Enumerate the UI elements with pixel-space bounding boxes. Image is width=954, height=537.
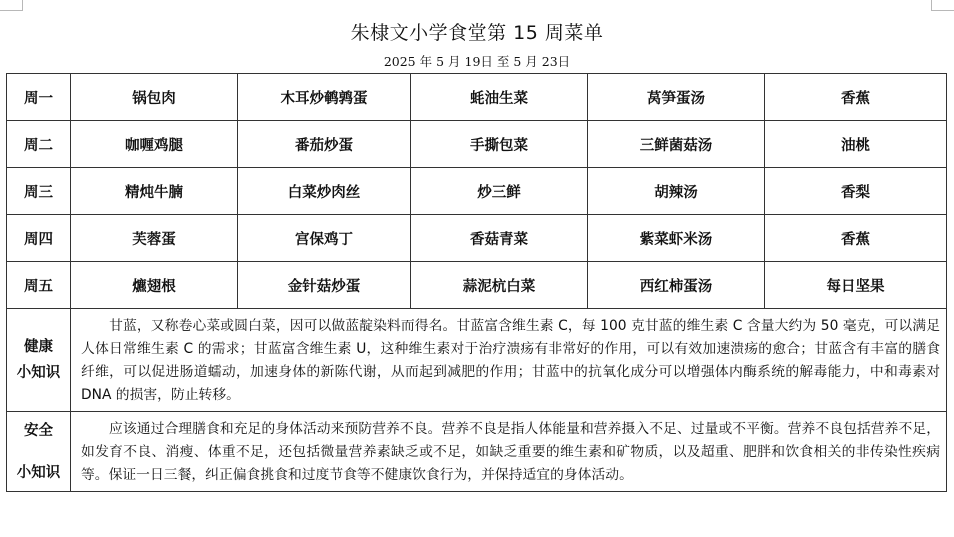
dish-cell: 紫菜虾米汤 bbox=[588, 215, 765, 262]
health-tip-text: 甘蓝，又称卷心菜或圆白菜，因可以做蓝靛染料而得名。甘蓝富含维生素 C，每 100 克甘蓝的维生素 C 含量大约为 50 毫克，可以满足人体日常维生素 C 的需求；甘蓝富含维生素 U，这种维生素对于治疗溃疡有非常好的作用，可以有效加速溃疡的愈合；甘蓝含有丰富的膳食纤维，可以促进肠道蠕动，加速身体的新陈代谢，从而起到减肥的作用；甘蓝中的抗氧化成分可以增强体内酶系统的解毒能力，中和毒素对 DNA 的损害，防止转移。 bbox=[81, 318, 940, 403]
document-title: 朱棣文小学食堂第 15 周菜单 bbox=[350, 22, 604, 44]
dish-cell: 蒜泥杭白菜 bbox=[411, 262, 588, 309]
dish-cell: 香蕉 bbox=[765, 74, 947, 121]
menu-row-monday bbox=[7, 74, 947, 121]
health-tip-row bbox=[7, 309, 947, 412]
dish-cell: 香蕉 bbox=[765, 215, 947, 262]
day-label: 周四 bbox=[7, 215, 71, 262]
menu-row-thursday bbox=[7, 215, 947, 262]
page-corner-mark-right bbox=[931, 0, 954, 11]
dish-cell: 香梨 bbox=[765, 168, 947, 215]
dish-cell: 香菇青菜 bbox=[411, 215, 588, 262]
health-tip-text-cell bbox=[71, 309, 947, 412]
health-tip-label bbox=[7, 309, 71, 412]
dish-cell: 咖喱鸡腿 bbox=[71, 121, 238, 168]
menu-row-wednesday bbox=[7, 168, 947, 215]
safety-tip-label bbox=[7, 412, 71, 492]
safety-tip-label-line1: 安全 bbox=[24, 422, 53, 439]
dish-cell: 金针菇炒蛋 bbox=[238, 262, 411, 309]
menu-row-tuesday bbox=[7, 121, 947, 168]
safety-tip-text: 应该通过合理膳食和充足的身体活动来预防营养不良。营养不良是指人体能量和营养摄入不足、过量或不平衡。营养不良包括营养不足，如发育不良、消瘦、体重不足，还包括微量营养素缺乏或不足，如缺乏重要的维生素和矿物质，以及超重、肥胖和饮食相关的非传染性疾病等。保证一日三餐，纠正偏食挑食和过度节食等不健康饮食行为，并保持适宜的身体活动。 bbox=[81, 421, 940, 483]
date-range: 2025 年 5 月 19日 至 5 月 23日 bbox=[383, 54, 571, 69]
safety-tip-row bbox=[7, 412, 947, 492]
day-label: 周三 bbox=[7, 168, 71, 215]
day-label: 周二 bbox=[7, 121, 71, 168]
dish-cell: 蚝油生菜 bbox=[411, 74, 588, 121]
page-corner-mark-left bbox=[0, 0, 23, 11]
dish-cell: 宫保鸡丁 bbox=[238, 215, 411, 262]
dish-cell: 锅包肉 bbox=[71, 74, 238, 121]
dish-cell: 番茄炒蛋 bbox=[238, 121, 411, 168]
day-label: 周一 bbox=[7, 74, 71, 121]
dish-cell: 爊翅根 bbox=[71, 262, 238, 309]
menu-table bbox=[6, 73, 947, 492]
health-tip-label-line2: 小知识 bbox=[16, 365, 61, 381]
dish-cell: 白菜炒肉丝 bbox=[238, 168, 411, 215]
safety-tip-text-cell bbox=[71, 412, 947, 492]
dish-cell: 精炖牛腩 bbox=[71, 168, 238, 215]
safety-tip-label-line2: 小知识 bbox=[16, 464, 61, 481]
dish-cell: 手撕包菜 bbox=[411, 121, 588, 168]
dish-cell: 木耳炒鹌鹑蛋 bbox=[238, 74, 411, 121]
dish-cell: 三鲜菌菇汤 bbox=[588, 121, 765, 168]
menu-row-friday bbox=[7, 262, 947, 309]
dish-cell: 炒三鲜 bbox=[411, 168, 588, 215]
dish-cell: 每日坚果 bbox=[765, 262, 947, 309]
dish-cell: 油桃 bbox=[765, 121, 947, 168]
health-tip-label-line1: 健康 bbox=[24, 339, 53, 355]
dish-cell: 西红柿蛋汤 bbox=[588, 262, 765, 309]
day-label: 周五 bbox=[7, 262, 71, 309]
dish-cell: 莴笋蛋汤 bbox=[588, 74, 765, 121]
dish-cell: 芙蓉蛋 bbox=[71, 215, 238, 262]
dish-cell: 胡辣汤 bbox=[588, 168, 765, 215]
